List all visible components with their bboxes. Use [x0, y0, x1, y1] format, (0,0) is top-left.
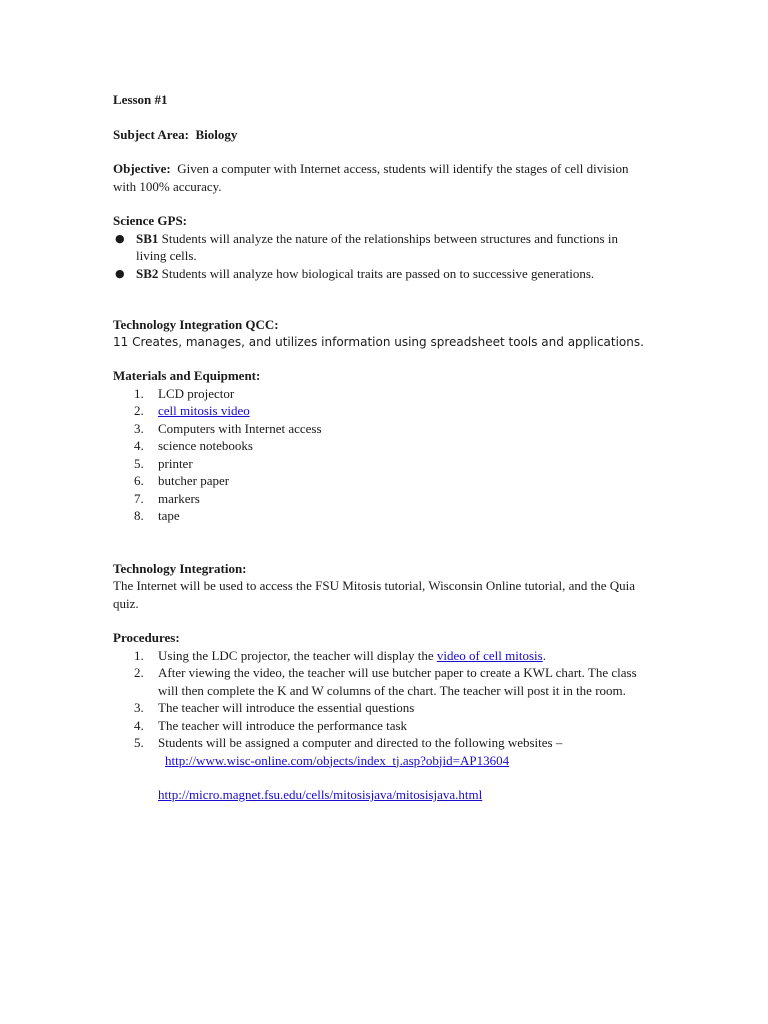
lesson-plan — [113, 91, 648, 804]
bullet-icon: ● — [115, 231, 125, 245]
list-item — [113, 699, 648, 717]
science-gps-section — [113, 212, 648, 282]
subject-area — [113, 126, 648, 144]
item-text: LCD projector — [158, 385, 235, 401]
item-number: 6. — [134, 473, 144, 488]
list-item — [113, 420, 648, 438]
fsu-mitosis-link[interactable]: http://micro.magnet.fsu.edu/cells/mitosisjava/mitosisjava.html — [158, 787, 483, 802]
wisc-online-link[interactable]: http://www.wisc-online.com/objects/index_tj.asp?objid=AP13604 — [165, 752, 510, 768]
item-text: tape — [158, 508, 180, 523]
list-item — [113, 455, 648, 473]
bullet-icon: ● — [115, 266, 125, 280]
tech-integration-text: The Internet will be used to access the FSU Mitosis tutorial, Wisconsin Online tutorial, and the Quia quiz. — [113, 578, 636, 611]
standard-text: Students will analyze the nature of the relationships between structures and functions in living cells. — [136, 230, 618, 263]
tech-qcc-text: 11 Creates, manages, and utilizes information using spreadsheet tools and applications. — [113, 334, 644, 349]
item-text: science notebooks — [158, 438, 253, 453]
objective-label: Objective: — [113, 161, 171, 176]
materials-heading: Materials and Equipment: — [113, 368, 261, 383]
objective-text: Given a computer with Internet access, students will identify the stages of cell division with 100% accuracy. — [113, 161, 629, 194]
list-item — [113, 402, 648, 420]
list-item — [113, 472, 648, 490]
tech-integration-heading: Technology Integration: — [113, 560, 247, 576]
item-number: 7. — [134, 490, 144, 506]
item-number: 3. — [134, 420, 144, 436]
standard-code: SB2 — [136, 265, 159, 281]
subject-value: Biology — [195, 126, 238, 142]
step-text: Using the LDC projector, the teacher will display the — [158, 647, 437, 663]
tech-integration-section — [113, 560, 648, 613]
procedures-section — [113, 629, 648, 804]
item-number: 5. — [134, 735, 144, 750]
list-item — [113, 437, 648, 455]
video-of-cell-mitosis-link[interactable]: video of cell mitosis — [436, 647, 543, 663]
tech-qcc-section — [113, 316, 648, 350]
step-text: The teacher will introduce the essential questions — [158, 700, 415, 715]
item-number: 8. — [134, 508, 144, 523]
procedures-heading: Procedures: — [113, 630, 180, 645]
list-item — [113, 664, 648, 699]
list-item — [113, 717, 648, 735]
cell-mitosis-video-link[interactable]: cell mitosis video — [158, 403, 250, 418]
step-text: After viewing the video, the teacher will use butcher paper to create a KWL chart. The class will then complete the K and W columns of the chart. The teacher will post it in the room. — [158, 665, 637, 698]
list-item — [113, 507, 648, 525]
procedures-list — [113, 647, 648, 752]
item-number: 2. — [134, 665, 144, 680]
item-text: Computers with Internet access — [158, 420, 322, 436]
item-number: 4. — [134, 717, 144, 733]
list-item — [113, 734, 648, 752]
item-text: butcher paper — [158, 473, 230, 488]
materials-section — [113, 367, 648, 525]
list-item — [113, 265, 648, 283]
fsu-mitosis-url-row — [113, 786, 648, 804]
list-item — [113, 385, 648, 403]
item-text: printer — [158, 455, 193, 471]
wisc-online-url-row — [113, 752, 648, 770]
subject-label: Subject Area: — [113, 126, 189, 142]
list-item — [113, 230, 648, 265]
standard-code: SB1 — [136, 230, 159, 246]
science-gps-list — [113, 230, 648, 283]
item-number: 2. — [134, 403, 144, 418]
objective — [113, 160, 648, 195]
standard-text: Students will analyze how biological traits are passed on to successive generations. — [161, 265, 595, 281]
step-text: Students will be assigned a computer and directed to the following websites – — [158, 735, 563, 750]
materials-list — [113, 385, 648, 525]
science-gps-heading: Science GPS: — [113, 213, 188, 228]
step-text: The teacher will introduce the performance task — [158, 717, 408, 733]
tech-qcc-heading: Technology Integration QCC: — [113, 317, 279, 332]
item-number: 1. — [134, 647, 144, 663]
list-item — [113, 490, 648, 508]
item-number: 5. — [134, 455, 144, 471]
item-number: 3. — [134, 700, 144, 715]
item-text: markers — [158, 490, 200, 506]
lesson-title: Lesson #1 — [113, 92, 168, 107]
item-number: 4. — [134, 438, 144, 453]
step-text-end: . — [542, 647, 546, 663]
list-item — [113, 647, 648, 665]
item-number: 1. — [134, 385, 144, 401]
